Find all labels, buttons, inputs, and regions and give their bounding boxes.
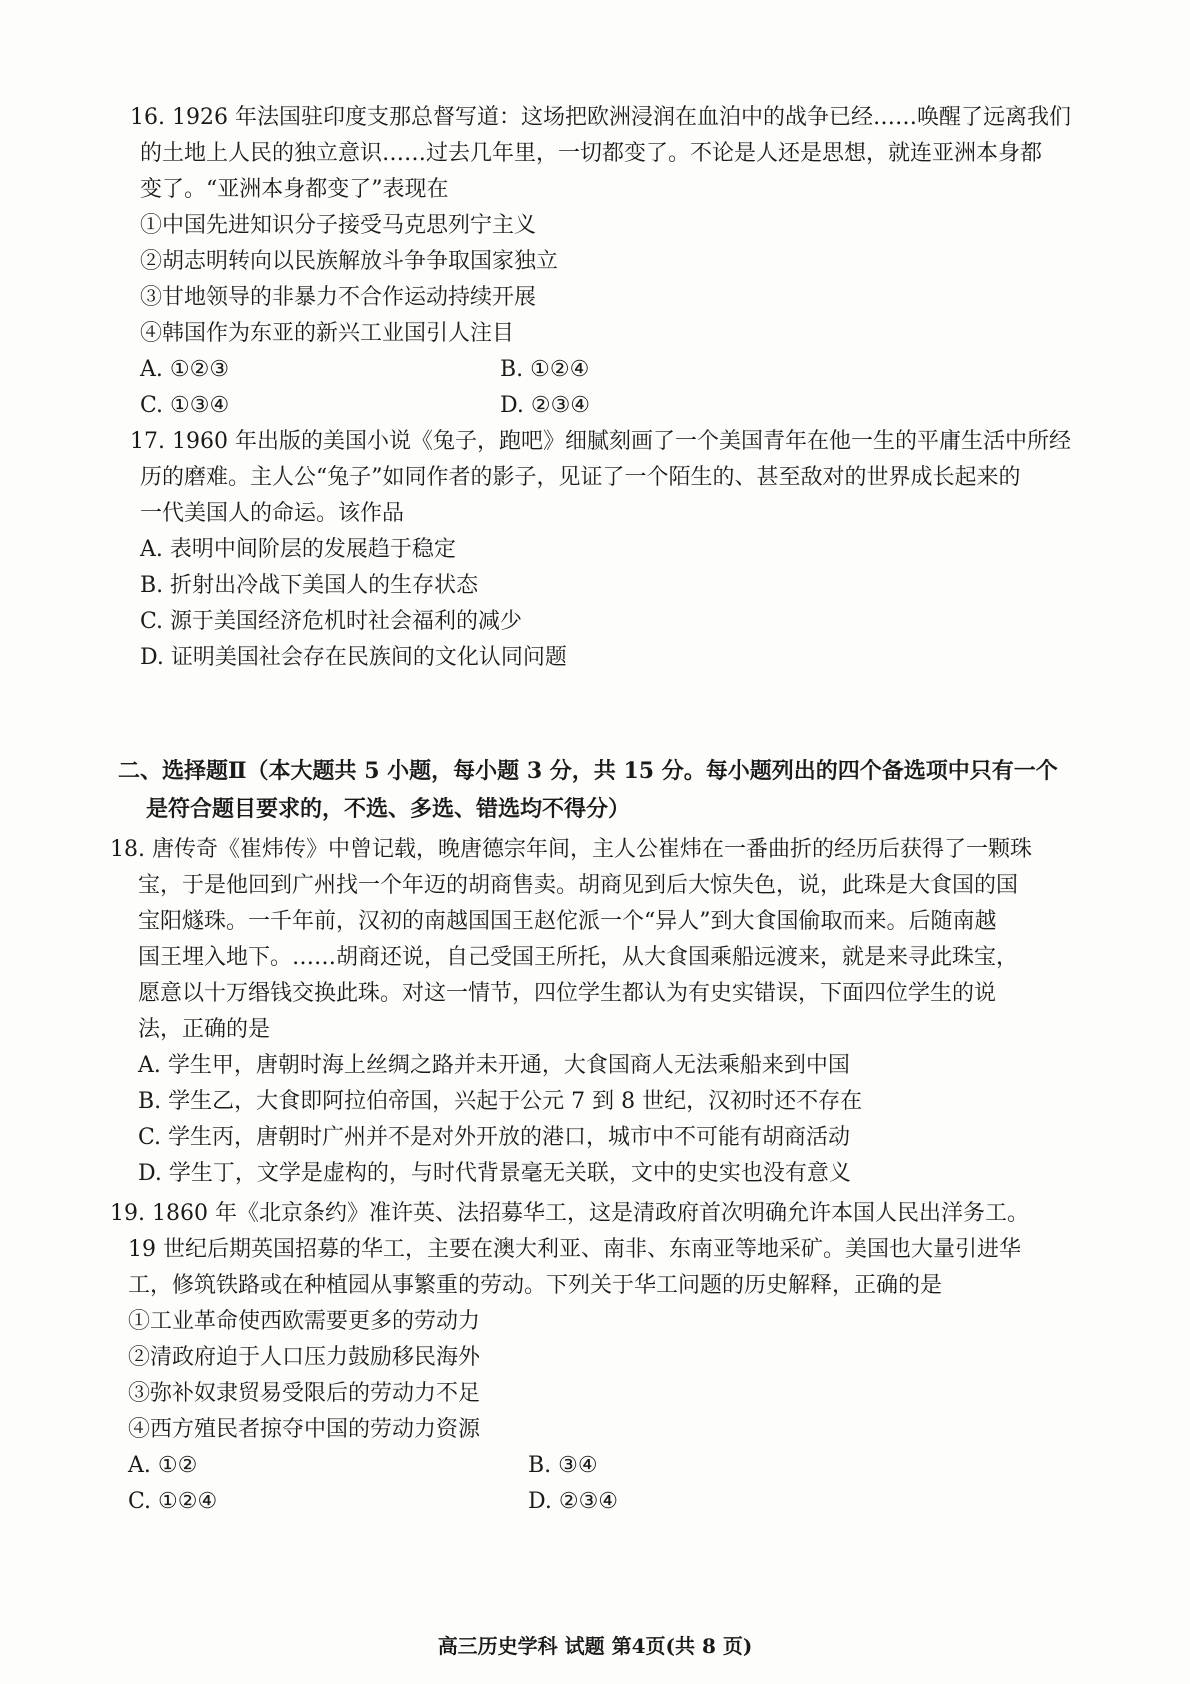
q18-option-a: A. 学生甲，唐朝时海上丝绸之路并未开通，大食国商人无法乘船来到中国: [138, 1053, 850, 1078]
q19-item-1: ①工业革命使西欧需要更多的劳动力: [128, 1309, 481, 1334]
question-16: [130, 100, 1090, 424]
q17-option-c: C. 源于美国经济危机时社会福利的减少: [140, 609, 523, 634]
q16-options-row-1: [130, 352, 1090, 388]
q18-stem-line-6: 法，正确的是: [138, 1017, 271, 1042]
question-18: [110, 832, 1090, 1192]
q19-stem-line-1: 19. 1860 年《北京条约》准许英、法招募华工，这是清政府首次明确允许本国人民出洋务工。: [110, 1201, 1029, 1226]
q19-option-b: B. ③④: [528, 1453, 598, 1478]
q19-stem-line-2: 19 世纪后期英国招募的华工，主要在澳大利亚、南非、东南亚等地采矿。美国也大量引进华: [128, 1237, 1021, 1262]
q18-stem-line-4: 国王埋入地下。……胡商还说，自己受国王所托，从大食国乘船远渡来，就是来寻此珠宝，: [138, 945, 1019, 970]
q17-option-b: B. 折射出冷战下美国人的生存状态: [140, 573, 479, 598]
q16-stem-line-3: 变了。“亚洲本身都变了”表现在: [140, 177, 449, 202]
q18-stem-line-2: 宝，于是他回到广州找一个年迈的胡商售卖。胡商见到后大惊失色，说，此珠是大食国的国: [138, 873, 1019, 898]
q17-stem-line-3: 一代美国人的命运。该作品: [140, 501, 405, 526]
section-2-header-line-2: 是符合题目要求的，不选、多选、错选均不得分）: [146, 796, 631, 822]
q19-option-a: A. ①②: [128, 1453, 198, 1478]
q16-options-row-2: [130, 388, 1090, 424]
q16-item-3: ③甘地领导的非暴力不合作运动持续开展: [140, 285, 537, 310]
q16-option-a: A. ①②③: [140, 357, 230, 382]
q17-stem-line-1: 17. 1960 年出版的美国小说《兔子，跑吧》细腻刻画了一个美国青年在他一生的平庸生活中所经: [130, 429, 1071, 454]
q18-stem-line-3: 宝阳燧珠。一千年前，汉初的南越国国王赵佗派一个“异人”到大食国偷取而来。后随南越: [138, 909, 997, 934]
q18-stem-line-5: 愿意以十万缗钱交换此珠。对这一情节，四位学生都认为有史实错误，下面四位学生的说: [138, 981, 997, 1006]
page-footer: 高三历史学科 试题 第4页(共 8 页): [437, 1634, 753, 1658]
question-17: [130, 424, 1090, 676]
section-2-header-line-1: 二、选择题Ⅱ（本大题共 5 小题，每小题 3 分，共 15 分。每小题列出的四个备选项中只有一个: [118, 758, 1058, 784]
q19-option-d: D. ②③④: [528, 1489, 619, 1514]
q19-stem-line-3: 工，修筑铁路或在种植园从事繁重的劳动。下列关于华工问题的历史解释，正确的是: [128, 1273, 943, 1298]
q16-item-2: ②胡志明转向以民族解放斗争争取国家独立: [140, 249, 559, 274]
q16-item-1: ①中国先进知识分子接受马克思列宁主义: [140, 213, 537, 238]
q19-options-row-2: [110, 1484, 1090, 1520]
q19-options-row-1: [110, 1448, 1090, 1484]
q19-item-4: ④西方殖民者掠夺中国的劳动力资源: [128, 1417, 481, 1442]
q16-stem-line-2: 的土地上人民的独立意识……过去几年里，一切都变了。不论是人还是思想，就连亚洲本身都: [140, 141, 1043, 166]
q16-item-4: ④韩国作为东亚的新兴工业国引人注目: [140, 321, 515, 346]
q17-stem-line-2: 历的磨难。主人公“兔子”如同作者的影子，见证了一个陌生的、甚至敌对的世界成长起来的: [140, 465, 1021, 490]
q18-option-b: B. 学生乙，大食即阿拉伯帝国，兴起于公元 7 到 8 世纪，汉初时还不存在: [138, 1089, 863, 1114]
q18-option-c: C. 学生丙，唐朝时广州并不是对外开放的港口，城市中不可能有胡商活动: [138, 1125, 851, 1150]
section-2-header: [118, 752, 1098, 828]
q19-option-c: C. ①②④: [128, 1489, 218, 1514]
q17-option-a: A. 表明中间阶层的发展趋于稳定: [140, 537, 456, 562]
q16-stem-line-1: 16. 1926 年法国驻印度支那总督写道：这场把欧洲浸润在血泊中的战争已经……唤醒了远离我们: [130, 105, 1071, 130]
q19-item-2: ②清政府迫于人口压力鼓励移民海外: [128, 1345, 481, 1370]
q19-item-3: ③弥补奴隶贸易受限后的劳动力不足: [128, 1381, 481, 1406]
q16-option-c: C. ①③④: [140, 393, 230, 418]
q18-option-d: D. 学生丁，文学是虚构的，与时代背景毫无关联，文中的史实也没有意义: [138, 1161, 851, 1186]
q16-option-b: B. ①②④: [500, 357, 590, 382]
q17-option-d: D. 证明美国社会存在民族间的文化认同问题: [140, 645, 567, 670]
q16-option-d: D. ②③④: [500, 393, 591, 418]
q18-stem-line-1: 18. 唐传奇《崔炜传》中曾记载，晚唐德宗年间，主人公崔炜在一番曲折的经历后获得了一颗珠: [110, 837, 1032, 862]
question-19: [110, 1196, 1090, 1520]
